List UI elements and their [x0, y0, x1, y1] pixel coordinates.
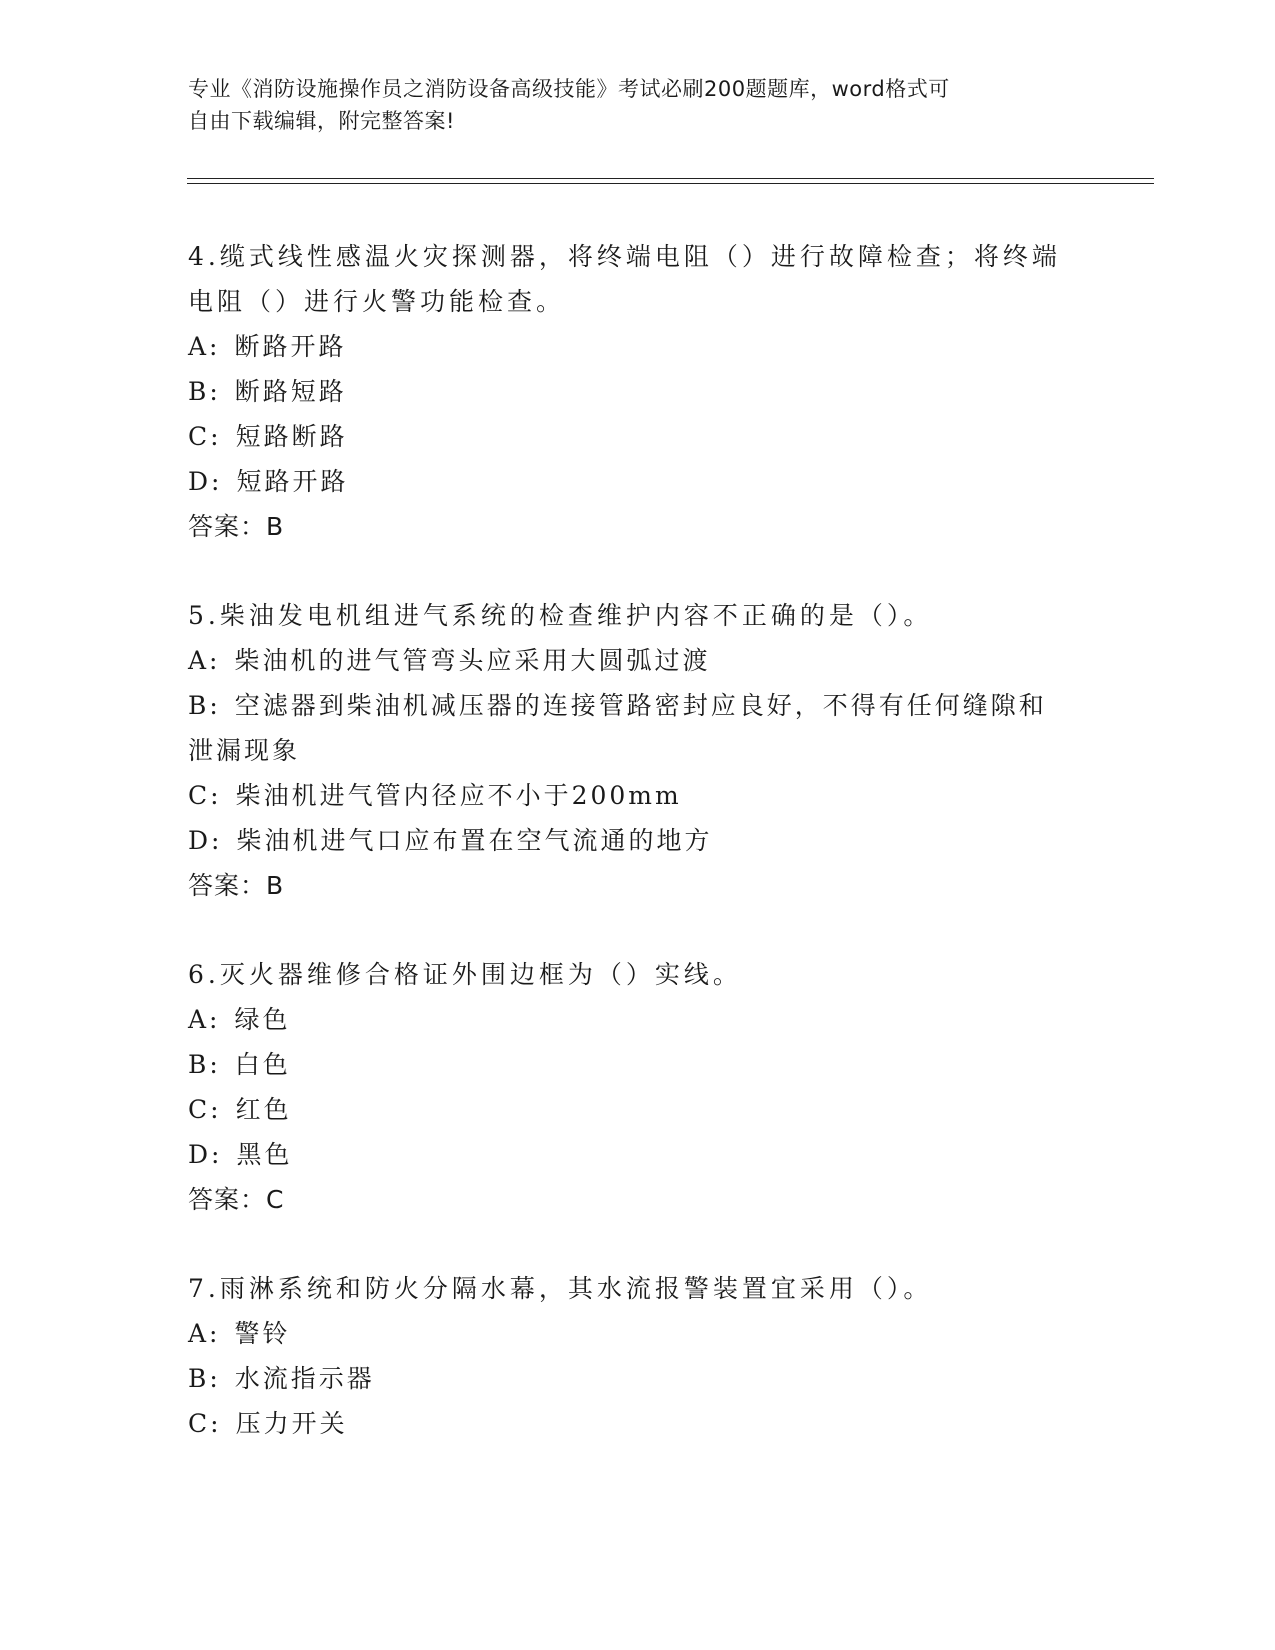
answer-line: 答案：C [188, 1185, 285, 1214]
question-text: 6.灭火器维修合格证外围边框为（）实线。 [188, 960, 742, 989]
option-text: 柴油机进气口应布置在空气流通的地方 [236, 826, 713, 855]
option-letter: A: [188, 646, 221, 675]
option-b [188, 683, 1088, 728]
option-d [188, 459, 1088, 504]
option-a [188, 1311, 1088, 1356]
option-text: 绿色 [234, 1005, 291, 1034]
option-letter: B: [188, 1050, 221, 1079]
question-list [188, 234, 1088, 1489]
option-text: 水流指示器 [234, 1364, 375, 1393]
option-letter: C: [188, 422, 222, 451]
question-7 [188, 1266, 1088, 1446]
option-letter: C: [188, 781, 222, 810]
question-4 [188, 234, 1088, 550]
option-a [188, 997, 1088, 1042]
option-letter: B: [188, 1364, 221, 1393]
option-text: 白色 [234, 1050, 291, 1079]
option-text: 断路开路 [234, 332, 347, 361]
option-b [188, 1356, 1088, 1401]
option-d [188, 1132, 1088, 1177]
option-c [188, 414, 1088, 459]
question-text: 4.缆式线性感温火灾探测器，将终端电阻（）进行故障检查；将终端 [188, 242, 1061, 271]
option-c [188, 1401, 1088, 1446]
question-text-continued: 电阻（）进行火警功能检查。 [188, 287, 566, 316]
option-d [188, 818, 1088, 863]
question-6 [188, 952, 1088, 1223]
option-text: 红色 [235, 1095, 292, 1124]
option-text: 柴油机的进气管弯头应采用大圆弧过渡 [234, 646, 711, 675]
option-b [188, 369, 1088, 414]
question-5 [188, 593, 1088, 909]
option-letter: B: [188, 691, 221, 720]
question-text: 7.雨淋系统和防火分隔水幕，其水流报警装置宜采用（）。 [188, 1274, 933, 1303]
option-letter: C: [188, 1409, 222, 1438]
header-line-1: 专业《消防设施操作员之消防设备高级技能》考试必刷200题题库，word格式可 [188, 77, 950, 101]
option-a [188, 324, 1088, 369]
header-divider-bottom [187, 183, 1154, 184]
option-letter: D: [188, 467, 223, 496]
header-divider-top [187, 178, 1154, 179]
option-c [188, 773, 1088, 818]
option-letter: B: [188, 377, 221, 406]
question-text: 5.柴油发电机组进气系统的检查维护内容不正确的是（）。 [188, 601, 933, 630]
document-header [188, 73, 1088, 137]
option-text: 压力开关 [235, 1409, 348, 1438]
option-letter: A: [188, 1005, 221, 1034]
option-text: 短路开路 [236, 467, 349, 496]
answer-line: 答案：B [188, 871, 285, 900]
header-line-2: 自由下载编辑，附完整答案! [188, 109, 455, 133]
option-text: 警铃 [234, 1319, 291, 1348]
option-text: 短路断路 [235, 422, 348, 451]
option-text: 断路短路 [234, 377, 347, 406]
option-text: 柴油机进气管内径应不小于200mm [235, 781, 682, 810]
option-text: 黑色 [236, 1140, 293, 1169]
option-b [188, 1042, 1088, 1087]
option-letter: A: [188, 332, 221, 361]
option-letter: D: [188, 826, 223, 855]
option-letter: D: [188, 1140, 223, 1169]
option-text: 空滤器到柴油机减压器的连接管路密封应良好，不得有任何缝隙和 [234, 691, 1047, 720]
option-letter: C: [188, 1095, 222, 1124]
option-c [188, 1087, 1088, 1132]
option-b-continued: 泄漏现象 [188, 736, 301, 765]
answer-line: 答案：B [188, 512, 285, 541]
option-letter: A: [188, 1319, 221, 1348]
option-a [188, 638, 1088, 683]
